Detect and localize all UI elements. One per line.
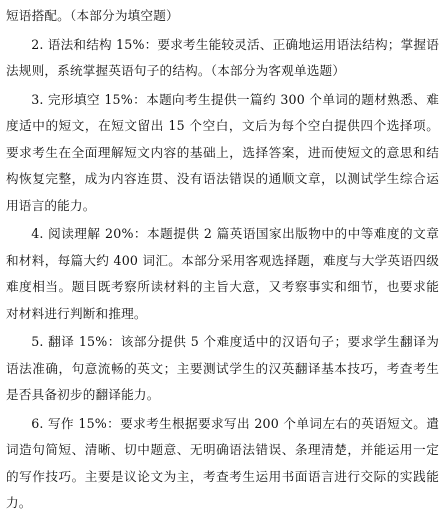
paragraph-translation: 5. 翻译 15%：该部分提供 5 个难度适中的汉语句子；要求学生翻译为语法准确，句意流畅的英文；主要测试学生的汉英翻译基本技巧，考查考生是否具备初步的翻译能力。 [6, 334, 439, 402]
paragraph-cloze-test: 3. 完形填空 15%：本题向考生提供一篇约 300 个单词的题材熟悉、难度适中的短文，在短文留出 15 个空白，文后为每个空白提供四个选择项。要求考生在全面理解短文内容的基础上，选择答案，进而使短文的意思和结构恢复完整，成为内容连贯、没有语法错误的通顺文章，以测试学生综合运用语言的能力。 [6, 91, 439, 213]
paragraph-phrase-collocation-tail: 短语搭配。（本部分为填空题） [6, 8, 179, 23]
paragraph-writing: 6. 写作 15%：要求考生根据要求写出 200 个单词左右的英语短文。遣词造句简短、清晰、切中题意、无明确语法错误、条理清楚，并能运用一定的写作技巧。主要是议论文为主，考查考生运用书面语言进行交际的实践能力。 [6, 415, 439, 510]
paragraph-grammar-structure: 2. 语法和结构 15%：要求考生能较灵活、正确地运用语法结构；掌握语法规则，系统掌握英语句子的结构。（本部分为客观单选题） [6, 36, 439, 78]
paragraph-reading-comprehension: 4. 阅读理解 20%：本题提供 2 篇英语国家出版物中的中等难度的文章和材料，每篇大约 400 词汇。本部分采用客观选择题，难度与大学英语四级难度相当。题目既考察所读材料的主旨大意，又考察事实和细节，也要求能对材料进行判断和推理。 [6, 226, 439, 321]
